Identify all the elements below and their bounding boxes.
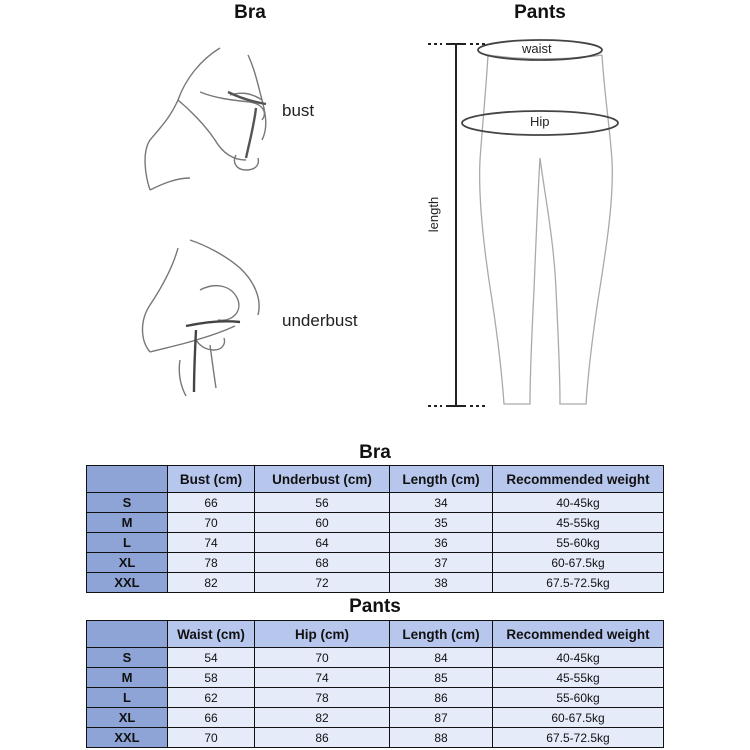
table-cell: 70	[168, 728, 255, 748]
table-cell: 82	[168, 573, 255, 593]
table-row	[87, 728, 664, 748]
column-header: Recommended weight	[493, 621, 664, 648]
table-cell: 60-67.5kg	[493, 553, 664, 573]
table-cell: 45-55kg	[493, 513, 664, 533]
table-cell: 78	[168, 553, 255, 573]
table-row	[87, 533, 664, 553]
table-cell: 60	[255, 513, 390, 533]
bra-size-table	[86, 465, 664, 593]
table-cell: 34	[390, 493, 493, 513]
column-header: Waist (cm)	[168, 621, 255, 648]
table-cell: 72	[255, 573, 390, 593]
table-cell: 67.5-72.5kg	[493, 728, 664, 748]
table-cell: 37	[390, 553, 493, 573]
size-label: M	[87, 513, 168, 533]
hip-label: Hip	[530, 114, 550, 129]
size-label: S	[87, 493, 168, 513]
table-cell: 66	[168, 493, 255, 513]
column-header: Bust (cm)	[168, 466, 255, 493]
table-cell: 68	[255, 553, 390, 573]
column-header: Underbust (cm)	[255, 466, 390, 493]
table-cell: 74	[255, 668, 390, 688]
table-row	[87, 573, 664, 593]
table-cell: 62	[168, 688, 255, 708]
underbust-figure	[143, 240, 260, 396]
table-cell: 35	[390, 513, 493, 533]
size-label: XL	[87, 708, 168, 728]
table-cell: 86	[390, 688, 493, 708]
bra-table-title: Bra	[359, 442, 391, 463]
table-cell: 54	[168, 648, 255, 668]
table-cell: 70	[255, 648, 390, 668]
table-cell: 88	[390, 728, 493, 748]
underbust-label: underbust	[282, 311, 358, 330]
table-cell: 82	[255, 708, 390, 728]
table-cell: 85	[390, 668, 493, 688]
size-label: L	[87, 533, 168, 553]
table-cell: 87	[390, 708, 493, 728]
table-cell: 38	[390, 573, 493, 593]
table-corner	[87, 466, 168, 493]
size-label: S	[87, 648, 168, 668]
table-cell: 58	[168, 668, 255, 688]
pants-figure-title: Pants	[514, 2, 566, 23]
table-cell: 56	[255, 493, 390, 513]
table-cell: 84	[390, 648, 493, 668]
table-row	[87, 688, 664, 708]
table-cell: 67.5-72.5kg	[493, 573, 664, 593]
bust-figure	[145, 48, 266, 190]
pants-table-title: Pants	[349, 596, 401, 617]
table-row	[87, 513, 664, 533]
pants-size-table	[86, 620, 664, 748]
table-row	[87, 708, 664, 728]
table-cell: 40-45kg	[493, 493, 664, 513]
table-cell: 74	[168, 533, 255, 553]
table-row	[87, 553, 664, 573]
table-cell: 36	[390, 533, 493, 553]
table-cell: 78	[255, 688, 390, 708]
table-row	[87, 668, 664, 688]
table-cell: 55-60kg	[493, 688, 664, 708]
table-cell: 70	[168, 513, 255, 533]
length-label: length	[426, 196, 442, 233]
table-cell: 86	[255, 728, 390, 748]
table-row	[87, 493, 664, 513]
table-cell: 64	[255, 533, 390, 553]
table-corner	[87, 621, 168, 648]
size-label: M	[87, 668, 168, 688]
size-label: XXL	[87, 728, 168, 748]
bust-label: bust	[282, 101, 315, 120]
table-row	[87, 648, 664, 668]
size-label: XL	[87, 553, 168, 573]
table-cell: 66	[168, 708, 255, 728]
column-header: Length (cm)	[390, 621, 493, 648]
waist-label: waist	[522, 41, 552, 56]
table-cell: 60-67.5kg	[493, 708, 664, 728]
underbust-tape	[186, 321, 240, 392]
pants-outline	[480, 55, 613, 404]
table-cell: 45-55kg	[493, 668, 664, 688]
table-cell: 55-60kg	[493, 533, 664, 553]
table-cell: 40-45kg	[493, 648, 664, 668]
size-label: XXL	[87, 573, 168, 593]
column-header: Hip (cm)	[255, 621, 390, 648]
column-header: Length (cm)	[390, 466, 493, 493]
size-label: L	[87, 688, 168, 708]
column-header: Recommended weight	[493, 466, 664, 493]
bra-figure-title: Bra	[234, 2, 266, 23]
